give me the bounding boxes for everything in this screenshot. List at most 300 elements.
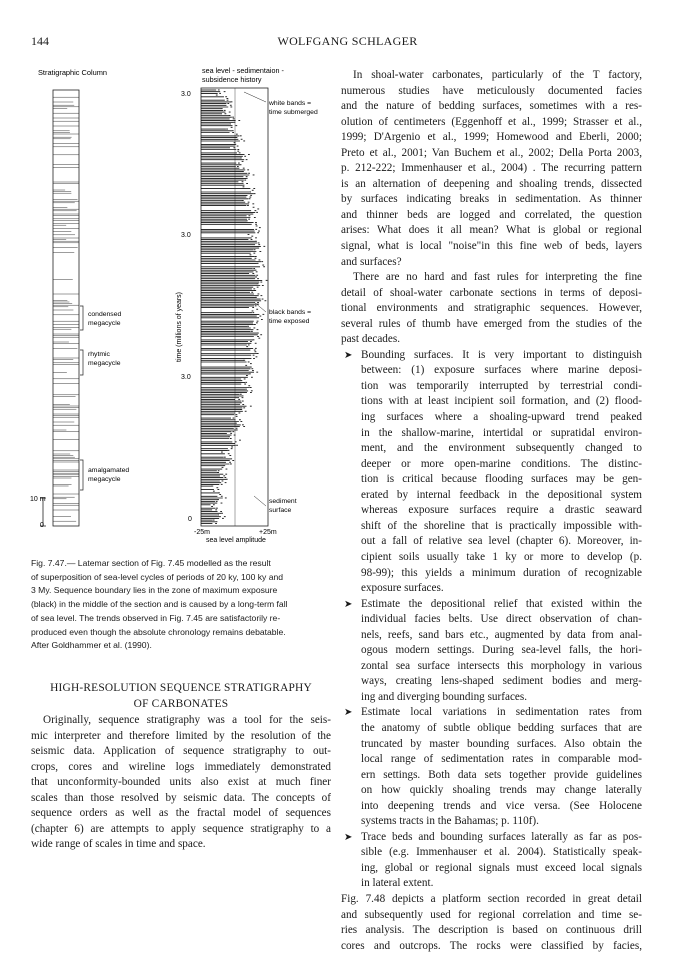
sea-level-curve-dot [242,171,244,172]
annot-sediment-2: surface [269,507,292,514]
text-line: and the nature of bedding surfaces, sometimes with a res- [341,100,642,113]
sea-level-curve-dot [255,343,257,344]
sea-level-curve-dot [253,339,255,340]
bullet-arrow-icon: ➤ [344,831,353,843]
sea-level-curve-dot [240,135,242,136]
sea-level-curve-dot [256,322,258,323]
right-column-text [341,68,642,954]
text-line: 1999; D'Argenio et al., 1999; Homewood and Eberli, 2000; [341,131,642,144]
sea-level-curve-dot [235,423,237,424]
sea-level-curve-dot [256,226,258,227]
sea-level-curve-dot [257,283,259,284]
sea-level-curve-dot [253,355,255,356]
sea-level-curve-dot [216,95,218,96]
sea-level-curve-dot [258,294,260,295]
section-heading-line-2: OF CARBONATES [133,698,229,710]
sea-level-curve-dot [216,501,218,502]
sea-level-curve-dot [228,453,230,454]
text-line: sible (e.g. Immenhauser et al. 2004). Statistically speak- [361,846,642,859]
sea-level-curve-dot [252,203,254,204]
bullet-item-4 [341,830,642,892]
sea-level-curve-dot [253,288,255,289]
sea-level-curve-dot [240,380,242,381]
sea-level-curve-dot [221,452,223,453]
sea-level-curve-dot [248,215,250,216]
sea-level-curve-dot [226,98,228,99]
sea-level-curve-dot [255,277,257,278]
text-line: exposure surfaces. [361,582,444,595]
sea-level-curve-dot [266,280,268,281]
sea-level-curve-dot [253,268,255,269]
text-line: that unconformity-bounded units also exist at much finer [31,776,331,789]
sea-level-curve-dot [255,224,257,225]
black-bands-leader [254,302,266,312]
text-line: ing and diverging bounding surfaces. [361,690,528,703]
left-column-text [31,713,331,853]
sea-level-curve-dot [230,464,232,465]
rhytmic-label-2: megacycle [88,360,121,367]
caption-line: 3 My. Sequence boundary lies in the zone of maximum exposure [31,585,278,596]
caption-line: Fig. 7.47.— Latemar section of Fig. 7.45 modelled as the result [31,558,271,568]
sea-level-curve-dot [219,93,221,94]
sea-level-curve-dot [246,220,248,221]
sea-level-curve-dot [233,147,235,148]
sea-level-curve-dot [234,122,236,123]
text-line: In shoal-water carbonates, particularly of the T factory, [353,69,642,81]
sea-level-curve-dot [248,154,250,155]
sea-level-curve-dot [233,443,235,444]
sea-level-curve-dot [249,197,251,198]
column-bed-lines [53,97,79,521]
sea-level-label-2: subsidence history [202,75,262,84]
figure-caption [31,557,331,653]
sea-level-curve-dot [217,472,219,473]
sea-level-curve-dot [226,469,228,470]
text-line: seismic data. Application of sequence stratigraphy to out- [31,745,331,758]
bullet-text: Bounding surfaces. It is very important to distinguish [361,348,642,361]
text-line: several rules of thumb have emerged from the studies of the [341,317,642,330]
bullet-text: Estimate the depositional relief that existed within the [361,597,642,610]
sea-level-curve-dot [230,433,232,434]
sea-level-curve-dot [257,302,259,303]
text-line: local range of sedimentation rates in comparable mod- [361,753,642,766]
sea-level-curve-dot [224,457,226,458]
sea-level-curve-dot [257,209,259,210]
sea-level-curve-dot [248,234,250,235]
sea-level-curve-dot [237,166,239,167]
sea-level-curve-dot [218,470,220,471]
y-tick-low: 3.0 [181,374,191,381]
paragraph-2 [341,270,642,348]
text-line [341,597,642,613]
text-line: ern settings. Both data sets together provide guidelines [361,768,642,781]
condensed-megacycle-bracket [80,306,83,330]
text-line: individual facies belts. Use direct observation of chan- [361,613,642,626]
sea-level-curve-dot [250,387,252,388]
text-line: signal, what is local "noise"in this fine web of beds, layers [341,240,642,253]
sea-level-curve-dot [265,300,267,301]
x-axis-label: sea level amplitude [206,537,266,544]
sea-level-curve-dot [258,244,260,245]
text-line: ing surfaces where a shoaling-upward trend peaked [361,411,642,424]
sea-level-curve-dot [251,390,253,391]
sea-level-curve-dot [263,246,265,247]
sea-level-curve-dot [260,334,262,335]
sea-level-curve-dot [234,142,236,143]
text-line: 98-99); this yields a minimum duration of recognizable [361,566,642,579]
sea-level-curve-dot [257,321,259,322]
sea-level-curve-dot [257,329,259,330]
sea-level-curve-dot [243,186,245,187]
sea-level-curve-dot [223,465,225,466]
sea-level-curve-dot [235,125,237,126]
sea-level-curve-dot [244,180,246,181]
sea-level-curve-dot [238,120,240,121]
annot-white-1: white bands = [269,100,312,107]
sea-level-curve-dot [251,239,253,240]
sea-level-curve-dot [229,115,231,116]
stratigraphic-column-label: Stratigraphic Column [38,68,108,77]
text-line [341,830,642,846]
sea-level-curve-dot [240,394,242,395]
sea-level-curve-dot [257,304,259,305]
text-line: systems tracts in the Bahamas; p. 110f). [361,815,539,828]
text-line: tion was temporarily interrupted by terrestrial condi- [361,379,642,392]
sea-level-curve-dot [226,129,228,130]
sea-level-curve-dot [259,227,261,228]
text-line: (chapter 6) are attempts to apply sequence stratigraphy to a [31,822,331,835]
text-line: and thinner beds are logged and correlated, the question [341,208,642,221]
text-line [341,348,642,364]
annot-black-2: time exposed [269,318,310,325]
text-line: ing, global or regional signals must exceed local signals [361,861,642,874]
text-line: and surfaces? [341,255,402,268]
sea-level-curve-dot [251,292,253,293]
text-line: olution of centimeters (Eggenhoff et al., 1999; Strasser et al., [341,115,642,128]
sea-level-curve-dot [262,285,264,286]
sea-level-curve-dot [250,392,252,393]
sea-level-curve-dot [247,169,249,170]
sea-level-curve-dot [252,307,254,308]
annot-white-2: time submerged [269,109,318,116]
sea-level-curve-dot [255,348,257,349]
white-bands-leader [244,92,266,102]
sea-level-curve-dot [257,287,259,288]
sea-level-curve-dot [224,477,226,478]
sea-level-curve-dot [235,441,237,442]
sea-level-curve-dot [217,515,219,516]
y-tick-top: 3.0 [181,91,191,98]
sea-level-curve-dot [242,200,244,201]
sea-level-curve-dot [236,428,238,429]
sea-level-curve-dot [229,462,231,463]
sea-level-curve-dot [245,382,247,383]
sea-level-curve-dot [245,411,247,412]
bullet-arrow-icon: ➤ [344,707,353,719]
sea-level-curve-dot [255,297,257,298]
sea-level-curve-dot [255,258,257,259]
sea-level-curve-dot [233,418,235,419]
sea-level-curve-dot [257,317,259,318]
sea-level-curve-dot [246,176,248,177]
amalgamated-megacycle-bracket [80,460,83,490]
text-line: cores and outcrops. The rocks were classified by facies, [341,939,642,952]
sea-level-curve-dot [251,214,253,215]
sea-level-curve-dot [237,151,239,152]
bullet-arrow-icon: ➤ [344,598,353,610]
section-heading [31,680,331,712]
sea-level-curve-dot [249,198,251,199]
x-tick-right: +25m [259,529,277,536]
sea-level-curve-dot [228,450,230,451]
sea-level-curve-dot [236,134,238,135]
sea-level-curve-dot [250,406,252,407]
sea-level-curve-dot [255,241,257,242]
text-line: numerous studies have meticulously documented facies [341,84,642,97]
sea-level-curve-dot [244,156,246,157]
sea-level-curve-dot [234,435,236,436]
caption-line: After Goldhammer et al. (1990). [31,640,152,651]
sea-level-curve-dot [253,175,255,176]
text-line: Originally, sequence stratigraphy was a tool for the seis- [43,714,331,726]
sea-level-curve-dot [225,498,227,499]
sea-level-curve-dot [221,484,223,485]
sea-level-curve-dot [254,350,256,351]
amalgamated-label-1: amalgamated [88,467,130,474]
page-number: 144 [31,34,49,48]
paragraph-3 [341,892,642,954]
sea-level-curve-dot [221,108,223,109]
sea-level-curve-dot [232,132,234,133]
sea-level-curve-dot [257,333,259,334]
sea-level-curve-dot [244,384,246,385]
sea-level-curve-dot [231,448,233,449]
sea-level-curve-dot [213,520,215,521]
sea-level-curve-dot [251,368,253,369]
text-line: crops, cores and wireline logs immediately demonstrated [31,760,331,773]
sea-level-curve-dot [254,193,256,194]
sea-level-curve-dot [231,447,233,448]
sea-level-curve-dot [230,438,232,439]
sea-level-curve-dot [253,328,255,329]
sea-level-curve-dot [242,397,244,398]
text-line [341,705,642,721]
text-line: and subsequently used for regional correlation and time se- [341,908,642,921]
text-line: arises: What does it all mean? What is global or regional [341,224,642,237]
running-head: WOLFGANG SCHLAGER [277,34,418,48]
sea-level-curve-dot [239,152,241,153]
sea-level-curve-dot [237,146,239,147]
sea-level-curve-dot [252,370,254,371]
sea-level-curve-dot [236,416,238,417]
text-line: ries analysis. The description is based on continuous drill [341,924,642,937]
text-line: the anatomy of subtle oblique bedding surfaces that are [361,721,642,734]
text-line: sequence orders as well as the fractal model of sequences [31,807,331,820]
sea-level-curve-dot [251,331,253,332]
sea-level-curve-dot [240,402,242,403]
text-line: p. 212-222; Immenhauser et al., 2004) . The recurring pattern [341,162,642,175]
text-line: in lateral extent. [361,877,434,890]
sea-level-curve-dot [252,312,254,313]
sea-level-curve-dot [257,232,259,233]
text-line: ogous modern settings. During sea-level falls, the hori- [361,644,642,657]
sea-level-curve-dot [261,261,263,262]
text-line: There are no hard and fast rules for interpreting the fine [353,271,642,284]
sea-level-curve-dot [224,516,226,517]
sea-level-curve-dot [236,445,238,446]
sea-level-curve-dot [231,127,233,128]
sea-level-curve-dot [233,118,235,119]
sea-level-curve-dot [224,113,226,114]
sea-level-curve-dot [242,404,244,405]
sea-level-curve-dot [231,101,233,102]
sea-level-curve-dot [240,164,242,165]
text-line: truncated by master bounding surfaces. Also obtain the [361,737,642,750]
sea-level-curve-dot [216,508,218,509]
sea-level-curve-dot [253,207,255,208]
bullet-item-2 [341,597,642,706]
sea-level-curve-dot [259,251,261,252]
sea-level-curve-dot [230,105,232,106]
sea-level-curve-dot [230,107,232,108]
sea-level-curve-dot [240,421,242,422]
amalgamated-label-2: megacycle [88,476,121,483]
sea-level-curve-dot [248,385,250,386]
sea-level-curve-dot [259,316,261,317]
sea-level-curve-dot [252,311,254,312]
sea-level-curve-dot [260,295,262,296]
sea-level-curve-dot [261,319,263,320]
sea-level-curve-dot [227,100,229,101]
sea-level-curve-dot [229,112,231,113]
sea-level-curve-dot [255,237,257,238]
sea-level-curve-dot [216,521,218,522]
sea-level-curve-dot [255,305,257,306]
sea-level-curve-dot [243,168,245,169]
text-line: shift of the shoreline that is practically impossible with- [361,519,642,532]
sea-level-curve-dot [220,511,222,512]
sea-level-curve-dot [248,219,250,220]
text-line: Fig. 7.48 depicts a platform section recorded in great detail [341,892,642,905]
sea-level-curve-dot [255,270,257,271]
text-line: tion is critical because flooding surfaces may be gen- [361,473,642,486]
sea-level-curve-dot [227,103,229,104]
sea-level-curve-dot [246,346,248,347]
sea-level-curve-dot [228,436,230,437]
sea-level-curve-dot [253,188,255,189]
sea-level-curve-dot [243,407,245,408]
sea-level-curve-dot [257,263,259,264]
sea-level-curve-dot [225,96,227,97]
sea-level-curve-dot [222,518,224,519]
sea-level-curve-dot [238,413,240,414]
text-line: past decades. [341,333,401,346]
sea-level-curve-dot [225,482,227,483]
sea-level-curve-dot [248,362,250,363]
sea-level-curve-dot [256,271,258,272]
sea-level-curve-dot [221,496,223,497]
y-tick-zero: 0 [188,516,192,523]
caption-line: (black) in the middle of the section and is caused by a long-term fall [31,599,288,610]
sea-level-curve-dot [218,90,220,91]
sea-level-curve-dot [255,256,257,257]
sea-level-curve-dot [251,377,253,378]
caption-line: of sea level. The trends observed in Fig. 7.45 are satisfactorily re- [31,612,281,623]
sea-level-curve-dot [218,492,220,493]
text-line: ment, and the environment subsequently changed to [361,442,642,455]
sea-level-curve-dot [239,440,241,441]
sea-level-curve-dot [256,275,258,276]
sea-level-curve-dot [254,217,256,218]
sea-level-curve-dot [221,513,223,514]
text-line: on how quickly shoaling trends may change laterally [361,784,642,797]
text-line: nels, reefs, sand bars etc., augmented by data from anal- [361,628,642,641]
text-line: wide range of scales in time and space. [31,838,206,851]
sea-level-curve-dot [241,139,243,140]
bullet-item-1 [341,348,642,597]
text-line: Preto et al., 2001; Van Buchem et al., 2002; Della Porta 2003, [341,146,642,159]
x-tick-left: -25m [194,529,210,536]
sea-level-curve-dot [232,460,234,461]
sea-level-curve-dot [229,124,231,125]
sea-level-curve-dot [256,356,258,357]
sea-level-curve-dot [248,345,250,346]
sea-level-curve-dot [219,494,221,495]
sea-level-curve-dot [229,455,231,456]
sea-level-curve-dot [262,265,264,266]
text-line: detail of shoal-water carbonate sections in terms of deposi- [341,286,642,299]
sea-level-curve-dot [249,192,251,193]
sea-level-curve-dot [236,414,238,415]
caption-line: of superposition of sea-level cycles of periods of 20 ky, 100 ky and [31,571,284,582]
sea-level-curve-dot [257,336,259,337]
sea-level-curve-dot [251,236,253,237]
text-line: is an alternation of deepening and shoaling trends, dissected [341,177,642,190]
sea-level-curve-dot [221,503,223,504]
sea-level-curve-dot [263,266,265,267]
scale-0-label: 0 [40,522,44,529]
sea-level-curve-dot [256,372,258,373]
sea-level-curve-dot [243,185,245,186]
annot-sediment-1: sediment [269,498,297,505]
text-line: by surfaces indicating breaks in sedimentation. As thinner [341,193,642,206]
sea-level-curve-dot [255,222,257,223]
condensed-label-1: condensed [88,311,122,318]
sea-level-curve-dot [243,360,245,361]
text-line: deeper or more open-marine conditions. The distinc- [361,457,642,470]
text-line: whereas exposure surfaces require a drastic seaward [361,504,642,517]
text-line: mic interpreter and therefore limited by the resolution of the [31,729,331,742]
sea-level-curve-dot [255,351,257,352]
sea-level-curve-dot [232,117,234,118]
sea-level-curve-dot [232,130,234,131]
sea-level-curve-dot [239,419,241,420]
text-line: between: (1) exposure surfaces where marine deposi- [361,364,642,377]
sea-level-curve-dot [250,363,252,364]
sea-level-curve-dot [232,431,234,432]
sea-level-curve-dot [258,231,260,232]
sea-level-curve-dot [224,110,226,111]
sea-level-curve-dot [236,430,238,431]
sea-level-curve-dot [238,399,240,400]
sea-level-curve-dot [211,486,213,487]
sea-level-curve-dot [240,409,242,410]
text-line: in the shallow-marine, intertidal or supratidal environ- [361,426,642,439]
sea-level-curve-dot [250,367,252,368]
sea-level-curve-dot [259,260,261,261]
sea-level-curve-dot [244,379,246,380]
sea-level-curve-dot [215,509,217,510]
